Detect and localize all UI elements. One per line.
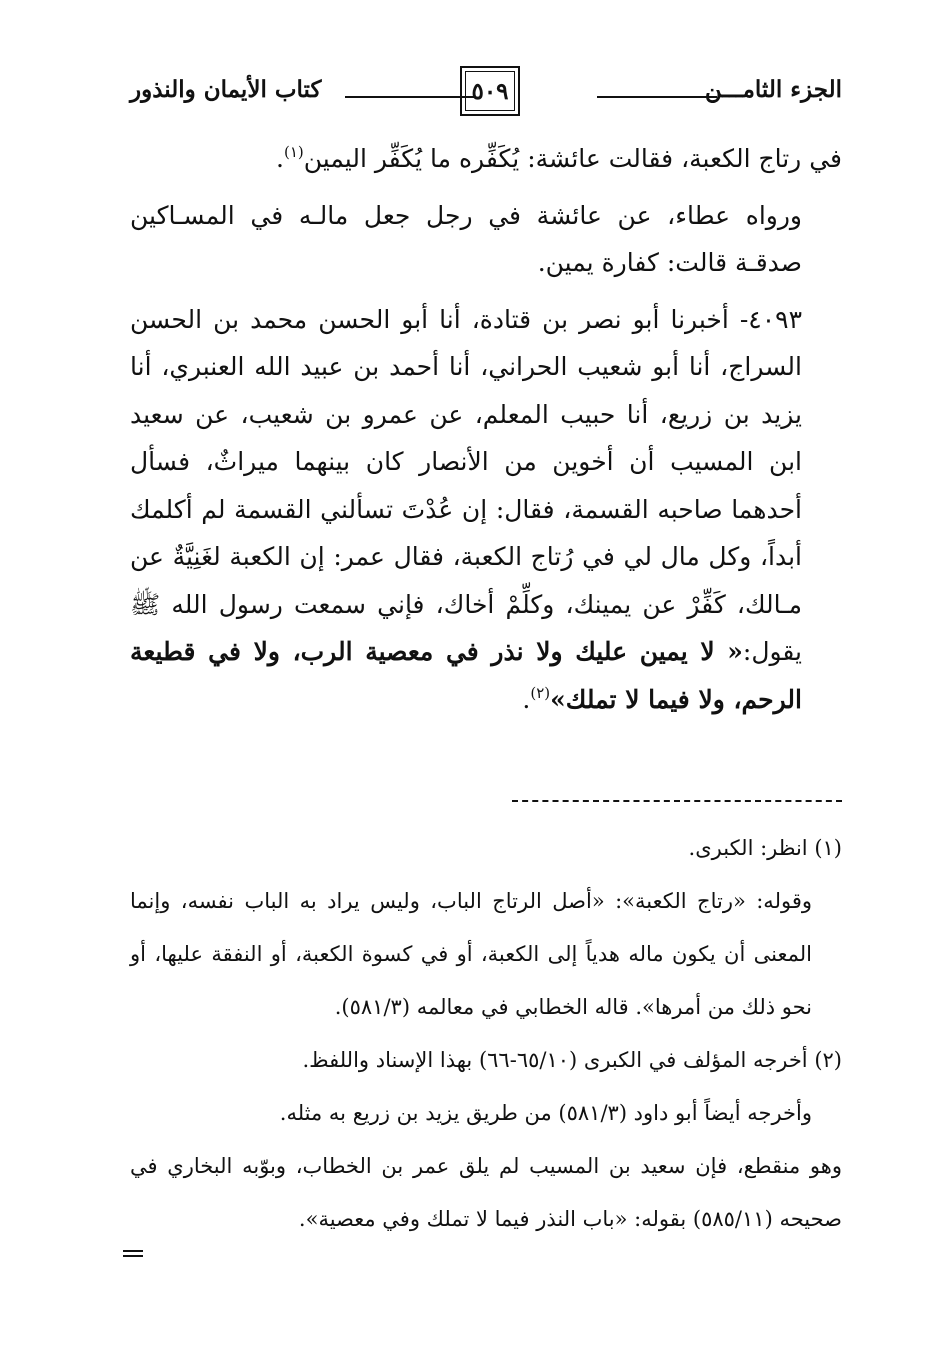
isnad-text: ٤٠٩٣- أخبرنا أبو نصر بن قتادة، أنا أبو الحسن محمد بن الحسن السراج، أنا أبو شعيب الحراني، أنا أحمد بن عبيد الله العنبري، أنا يزيد بن زريع، أنا حبيب المعلم، عن عمرو بن شعيب، عن سعيد ابن المسيب أن أخوين من الأنصار كان بينهما ميراثٌ، فسأل أحدهما صاحبه القسمة، فقال: إن عُدْتَ تسألني القسمة لم أكلمك أبداً، وكل مال لي في رُتاج الكعبة، فقال عمر: إن الكعبة لغَنِيَّةٌ عن مـالك، كَفِّرْ عن يمينك، وكلِّمْ أخاك، فإني سمعت رسول الله ﷺ يقول:	[130, 304, 802, 666]
footnote-ref-2: (٢)	[530, 683, 551, 702]
line1-end: .	[276, 144, 284, 173]
book-title: كتاب الأيمان والنذور	[130, 76, 322, 103]
header-rule-right	[597, 96, 717, 98]
footnote-2-text-2: وهو منقطع، فإن سعيد بن المسيب لم يلق عمر بن الخطاب، وبوّبه البخاري في صحيحه (٥٨٥/١١) بقوله: «باب النذر فيما لا تملك وفي معصية».	[130, 1154, 842, 1231]
hadith-text: « لا يمين عليك ولا نذر في معصية الرب، ولا في قطيعة الرحم، ولا فيما لا تملك»	[130, 637, 802, 714]
paragraph-ata: ورواه عطاء، عن عائشة في رجل جعل مالـه في المسـاكين صدقـة قالت: كفارة يمين.	[130, 200, 802, 277]
para3-end: .	[522, 684, 531, 714]
footnote-2-head: (٢) أخرجه المؤلف في الكبرى (٦٥/١٠-٦٦) بهذا الإسناد واللفظ.	[302, 1048, 842, 1072]
paragraph-hadith-4093	[130, 296, 842, 724]
footnote-2-text-1: وأخرجه أيضاً أبو داود (٥٨١/٣) من طريق يزيد بن زريع به مثله.	[279, 1101, 812, 1125]
line1-text: في رتاج الكعبة، فقالت عائشة: يُكَفِّره ما يُكَفِّر اليمين	[303, 144, 842, 173]
footnote-ref-1: (١)	[283, 143, 304, 161]
footnote-1-text: وقوله: «رتاج الكعبة»: «أصل الرتاج الباب، وليس يراد به الباب نفسه، وإنما المعنى أن يكون ماله هدياً إلى الكعبة، أو في كسوة الكعبة، أو النفقة عليها، أو نحو ذلك من أمرها». قاله الخطابي في معالمه (٥٨١/٣).	[130, 889, 812, 1019]
footnote-1-head: (١) انظر: الكبرى.	[688, 836, 842, 860]
body-line-1	[130, 135, 842, 183]
end-mark-icon	[123, 1250, 143, 1257]
header-rule-left	[345, 96, 475, 98]
part-label: الجزء الثامـــن	[704, 76, 842, 103]
running-header	[130, 66, 842, 122]
page-number: ٥٠٩	[471, 77, 509, 105]
footnotes	[130, 822, 842, 1246]
page-number-box	[460, 66, 520, 116]
main-text	[130, 135, 842, 723]
